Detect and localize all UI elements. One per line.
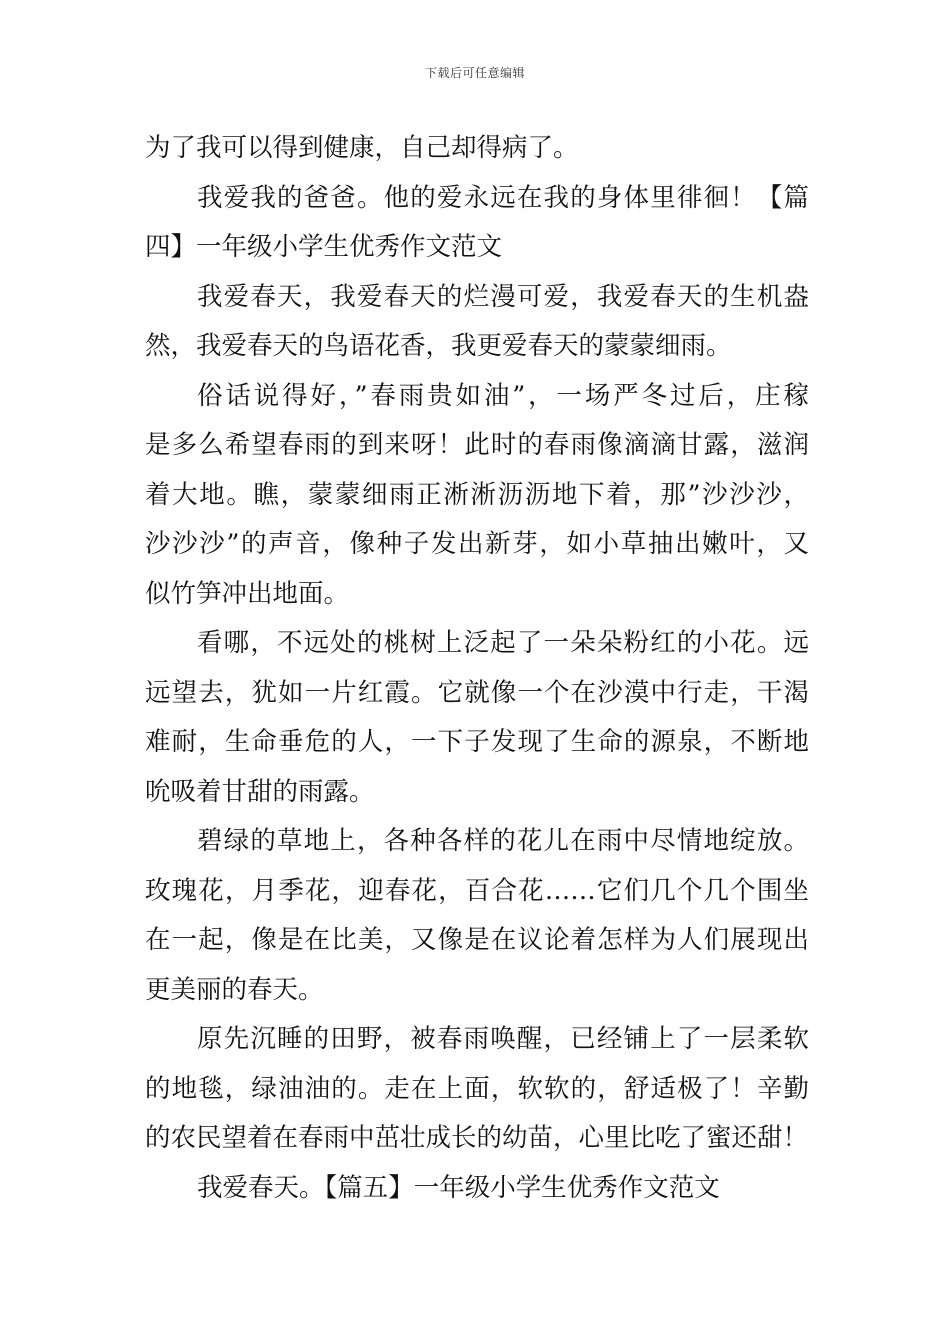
text-line: 着大地。瞧，蒙蒙细雨正淅淅沥沥地下着，那”沙沙沙， — [145, 479, 809, 510]
text-line: 吮吸着甘甜的雨露。 — [145, 776, 375, 807]
text-line: 俗话说得好，”春雨贵如油”，一场严冬过后，庄稼 — [197, 380, 809, 411]
text-line: 四】一年级小学生优秀作文范文 — [145, 232, 503, 262]
text-line: 似竹笋冲出地面。 — [145, 578, 350, 609]
text-line: 远望去，犹如一片红霞。它就像一个在沙漠中行走，干渴 — [145, 677, 809, 708]
document-body — [145, 124, 809, 1213]
page-header: 下载后可任意编辑 — [424, 66, 525, 80]
text-line: 然，我爱春天的鸟语花香，我更爱春天的蒙蒙细雨。 — [145, 331, 732, 361]
text-line: 原先沉睡的田野，被春雨唤醒，已经铺上了一层柔软 — [197, 1024, 809, 1054]
text-line: 我爱我的爸爸。他的爱永远在我的身体里徘徊！【篇 — [197, 182, 809, 213]
text-line: 看哪，不远处的桃树上泛起了一朵朵粉红的小花。远 — [197, 628, 809, 658]
text-line: 难耐，生命垂危的人，一下子发现了生命的源泉，不断地 — [145, 727, 809, 757]
text-line: 我爱春天，我爱春天的烂漫可爱，我爱春天的生机盎 — [197, 281, 809, 312]
text-line: 我爱春天。【篇五】一年级小学生优秀作文范文 — [197, 1172, 720, 1203]
text-line: 在一起，像是在比美，又像是在议论着怎样为人们展现出 — [145, 925, 809, 955]
text-line: 玫瑰花，月季花，迎春花，百合花……它们几个几个围坐 — [145, 875, 809, 906]
text-line: 的地毯，绿油油的。走在上面，软软的，舒适极了！辛勤 — [145, 1073, 809, 1104]
text-line: 碧绿的草地上，各种各样的花儿在雨中尽情地绽放。 — [197, 826, 809, 856]
text-line: 为了我可以得到健康，自己却得病了。 — [145, 133, 579, 163]
text-line: 是多么希望春雨的到来呀！此时的春雨像滴滴甘露，滋润 — [145, 430, 809, 460]
text-line: 更美丽的春天。 — [145, 974, 324, 1005]
text-line: 的农民望着在春雨中茁壮成长的幼苗，心里比吃了蜜还甜！ — [145, 1123, 809, 1153]
text-line: 沙沙沙”的声音，像种子发出新芽，如小草抽出嫩叶，又 — [145, 529, 809, 559]
